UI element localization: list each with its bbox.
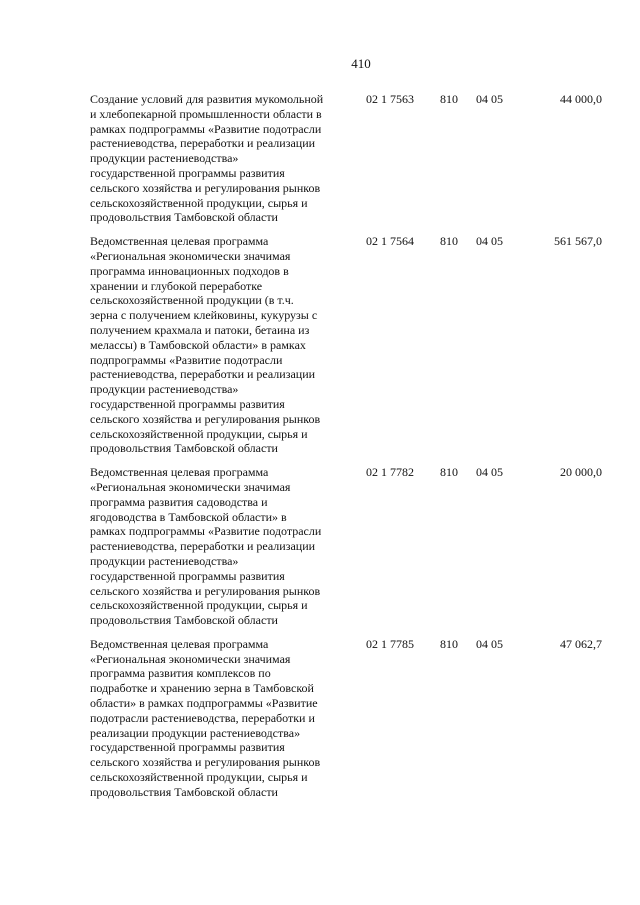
table-row xyxy=(90,92,602,225)
target-article-code: 02 1 7785 xyxy=(366,636,414,651)
budget-table xyxy=(90,92,602,809)
row-description: Создание условий для развития мукомольной и хлебопекарной промышленности области в рамках подпрограммы «Развитие подотрасли растениеводства, переработки и реализации продукции растениеводства» государственной программы развития сельского хозяйства и регулирования рынков сельскохозяйственной продукции, сырья и продовольствия Тамбовской области xyxy=(90,92,324,225)
row-description: Ведомственная целевая программа «Региональная экономически значимая программа инновационных подходов в хранении и глубокой переработке сельскохозяйственной продукции (в т.ч. зерна с получением клейковины, кукурузы с получением крахмала и патоки, бетаина из мелассы) в Тамбовской области» в рамках подпрограммы «Развитие подотрасли растениеводства, переработки и реализации продукции растениеводства» государственной программы развития сельского хозяйства и регулирования рынков сельскохозяйственной продукции, сырья и продовольствия Тамбовской области xyxy=(90,234,321,456)
amount-value: 20 000,0 xyxy=(560,465,602,480)
expense-type-code: 810 xyxy=(440,636,458,651)
page-number: 410 xyxy=(351,56,371,71)
section-subsection-code: 04 05 xyxy=(476,234,503,249)
amount-value: 561 567,0 xyxy=(554,234,602,249)
amount-value: 47 062,7 xyxy=(560,636,602,651)
expense-type-code: 810 xyxy=(440,92,458,106)
row-description: Ведомственная целевая программа «Региональная экономически значимая программа развития садоводства и ягодоводства в Тамбовской области» в рамках подпрограммы «Развитие подотрасли растениеводства, переработки и реализации продукции растениеводства» государственной программы развития сельского хозяйства и регулирования рынков сельскохозяйственной продукции, сырья и продовольствия Тамбовской области xyxy=(90,465,322,628)
section-subsection-code: 04 05 xyxy=(476,92,503,106)
table-row xyxy=(90,637,602,800)
section-subsection-code: 04 05 xyxy=(476,465,503,480)
section-subsection-code: 04 05 xyxy=(476,636,503,651)
expense-type-code: 810 xyxy=(440,465,458,480)
table-row xyxy=(90,465,602,628)
amount-value: 44 000,0 xyxy=(560,92,602,106)
row-description: Ведомственная целевая программа «Региональная экономически значимая программа развития комплексов по подработке и хранению зерна в Тамбовской области» в рамках подпрограммы «Развитие подотрасли растениеводства, переработки и реализации продукции растениеводства» государственной программы развития сельского хозяйства и регулирования рынков сельскохозяйственной продукции, сырья и продовольствия Тамбовской области xyxy=(90,636,321,799)
target-article-code: 02 1 7563 xyxy=(366,92,414,106)
target-article-code: 02 1 7782 xyxy=(366,465,414,480)
target-article-code: 02 1 7564 xyxy=(366,234,414,249)
table-row xyxy=(90,234,602,456)
expense-type-code: 810 xyxy=(440,234,458,249)
